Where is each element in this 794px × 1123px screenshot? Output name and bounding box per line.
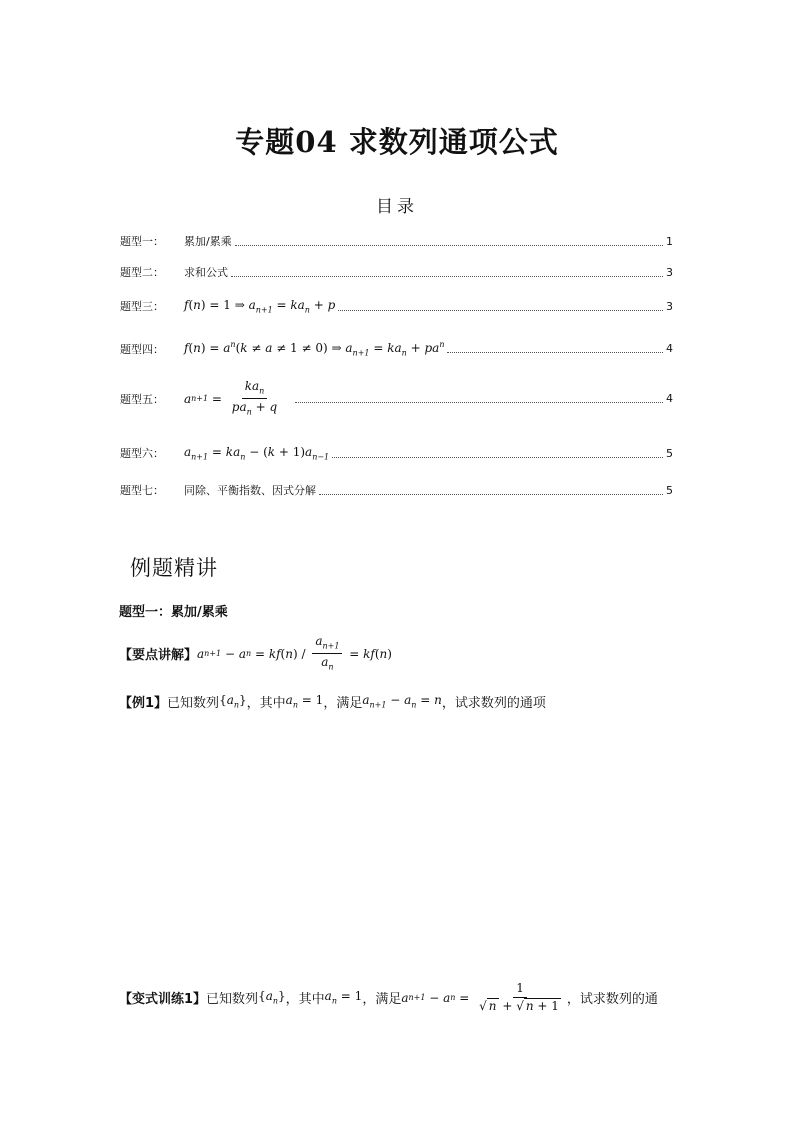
key-point-formula: a n+1 − a n = kf ( n ) / $\frac{a_{n+1}}{a_n}$ = kf ( n ) bbox=[197, 634, 392, 672]
toc-leader bbox=[319, 494, 663, 495]
example-1 bbox=[119, 692, 546, 711]
key-point bbox=[119, 635, 392, 672]
toc-topic: 求和公式 bbox=[184, 266, 228, 279]
toc-page: 4 bbox=[666, 392, 673, 406]
toc-formula: f(n) = 1 ⇒ $a_{n+1} = ka_n + p$ bbox=[184, 298, 336, 315]
toc-label: 题型二： bbox=[120, 266, 164, 279]
toc-page: 5 bbox=[666, 483, 673, 497]
variant-1-tag: 【变式训练1】 bbox=[119, 992, 207, 1008]
variant-1 bbox=[119, 982, 658, 1013]
variant-1-init: $a_n = 1$ bbox=[324, 989, 363, 1006]
variant-1-text: ，其中 bbox=[285, 992, 325, 1008]
variant-1-seq: $\{a_n\}$ bbox=[258, 989, 286, 1006]
example-1-seq: $\{a_n\}$ bbox=[219, 693, 247, 710]
toc-leader bbox=[235, 245, 663, 246]
toc-topic: 累加/累乘 bbox=[184, 235, 232, 248]
toc-row[interactable] bbox=[120, 233, 673, 249]
toc-heading: 目录 bbox=[376, 197, 418, 217]
example-1-tag: 【例1】 bbox=[119, 696, 168, 711]
variant-1-text: ，满足 bbox=[362, 992, 402, 1008]
variant-1-recurrence: a n+1 − a n = $\frac{1}{√ n + √ n + 1}$ bbox=[401, 981, 559, 1014]
toc-leader bbox=[332, 457, 663, 458]
toc-label: 题型一： bbox=[120, 235, 164, 248]
subsection-title: 题型一：累加/累乘 bbox=[119, 605, 228, 620]
toc-row[interactable] bbox=[120, 445, 673, 461]
example-1-text: 已知数列 bbox=[167, 696, 220, 711]
toc-row[interactable] bbox=[120, 298, 673, 314]
toc-formula: $f(n) = a^n(k \ne a \ne 1 \ne 0)$ ⇒ $a_{n+1} = ka_n + pa^n$ bbox=[184, 340, 445, 358]
toc-leader bbox=[231, 276, 663, 277]
toc-page: 3 bbox=[666, 265, 673, 279]
toc-row[interactable] bbox=[120, 340, 673, 357]
toc-label: 题型三： bbox=[120, 300, 164, 314]
toc-leader bbox=[338, 310, 663, 311]
section-title: 例题精讲 bbox=[130, 556, 218, 580]
toc-page: 1 bbox=[666, 234, 673, 248]
toc-label: 题型四： bbox=[120, 342, 164, 356]
toc-row[interactable] bbox=[120, 380, 673, 417]
toc-page: 3 bbox=[666, 299, 673, 313]
page-title: 专题04 求数列通项公式 bbox=[235, 125, 559, 159]
toc-label: 题型六： bbox=[120, 447, 164, 461]
key-point-tag: 【要点讲解】 bbox=[119, 648, 198, 664]
toc-row[interactable] bbox=[120, 482, 673, 498]
example-1-text: ，试求数列的通项 bbox=[441, 696, 546, 711]
variant-1-text: 已知数列 bbox=[206, 992, 259, 1008]
variant-1-text: ，试求数列的通 bbox=[566, 992, 658, 1008]
toc-label: 题型七： bbox=[120, 484, 164, 497]
toc-label: 题型五： bbox=[120, 392, 164, 406]
toc-leader bbox=[295, 402, 663, 403]
example-1-init: $a_n = 1$ bbox=[285, 693, 324, 710]
toc-row[interactable] bbox=[120, 264, 673, 280]
toc-page: 5 bbox=[666, 446, 673, 460]
toc-formula: a n+1 = $\frac{ka_n}{pa_n + q}$ bbox=[184, 379, 278, 417]
example-1-recurrence: $a_{n+1} - a_n = n$ bbox=[362, 693, 442, 710]
toc-topic: 同除、平衡指数、因式分解 bbox=[184, 484, 316, 497]
example-1-text: ，满足 bbox=[323, 696, 363, 711]
toc-formula: $a_{n+1} = ka_n - (k + 1)a_{n-1}$ bbox=[184, 445, 330, 462]
example-1-text: ，其中 bbox=[246, 696, 286, 711]
toc-leader bbox=[447, 352, 663, 353]
toc-page: 4 bbox=[666, 342, 673, 356]
